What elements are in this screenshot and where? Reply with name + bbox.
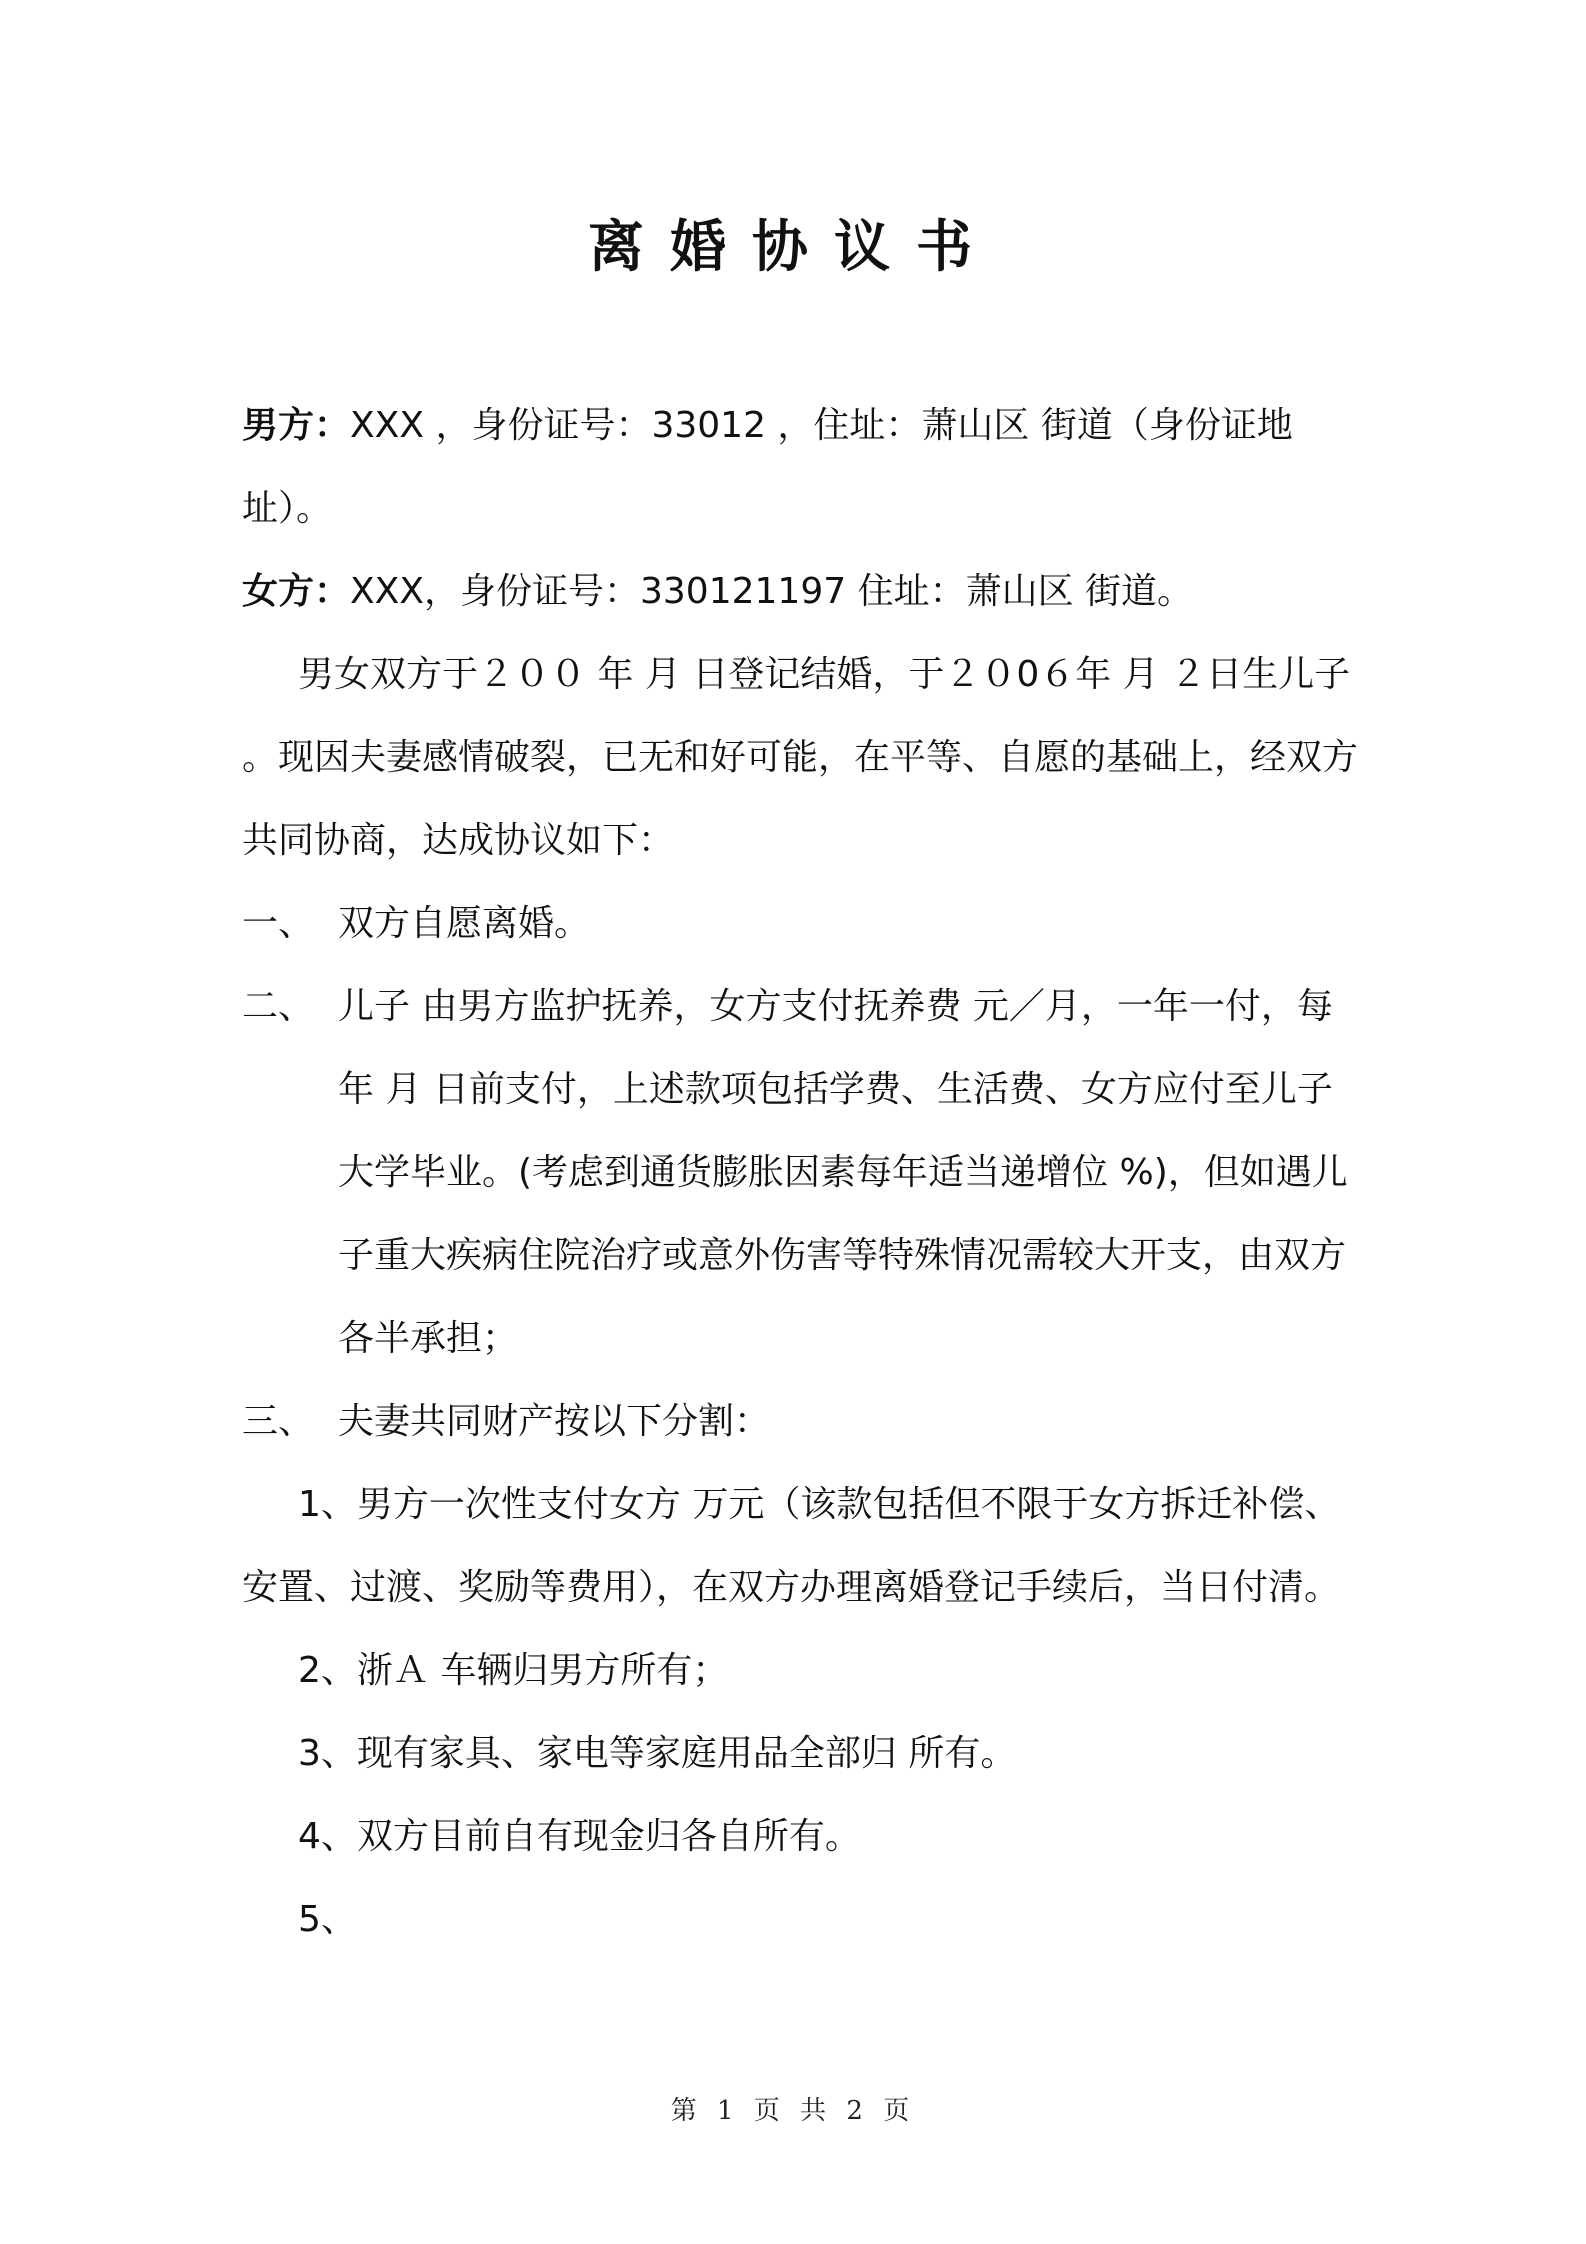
clause-text: 夫妻共同财产按以下分割： <box>338 1401 771 1442</box>
property-subitem-4: 4、双方目前自有现金归各自所有。 <box>298 1816 861 1857</box>
clause-number: 一、 <box>242 903 315 944</box>
man-text: XXX ，身份证号：33012 ，住址：萧山区 街道（身份证地址）。 <box>242 405 1293 529</box>
clause-number: 三、 <box>242 1401 315 1442</box>
clause-number: 二、 <box>242 986 315 1027</box>
property-subitem-3: 3、现有家具、家电等家庭用品全部归 所有。 <box>298 1733 1017 1774</box>
man-paragraph <box>242 384 1362 550</box>
clause-1 <box>242 882 1362 965</box>
document-title: 离婚协议书 <box>588 215 998 280</box>
woman-paragraph <box>242 550 1362 633</box>
document-body <box>242 384 1362 1961</box>
property-subitem-5: 5、 <box>298 1899 357 1940</box>
clause-text: 双方自愿离婚。 <box>338 903 591 944</box>
man-label: 男方： <box>242 405 351 446</box>
page-footer: 第 1 页 共 2 页 <box>670 2096 916 2126</box>
intro-paragraph: 男女双方于２００ 年 月 日登记结婚，于２０0６年 月 ２日生儿子 。现因夫妻感情破裂，已无和好可能，在平等、自愿的基础上，经双方共同协商，达成协议如下： <box>242 654 1359 861</box>
clause-2 <box>242 965 1362 1380</box>
woman-label: 女方： <box>242 571 351 612</box>
clause-text: 儿子 由男方监护抚养，女方支付抚养费 元／月，一年一付，每年 月 日前支付，上述款项包括学费、生活费、女方应付至儿子大学毕业。(考虑到通货膨胀因素每年适当递增位 %)，但如遇儿子重大疾病住院治疗或意外伤害等特殊情况需较大开支，由双方各半承担； <box>338 986 1348 1359</box>
property-subitem-1: 1、男方一次性支付女方 万元（该款包括但不限于女方拆迁补偿、安置、过渡、奖励等费用），在双方办理离婚登记手续后，当日付清。 <box>242 1484 1341 1608</box>
woman-text: XXX，身份证号：330121197 住址：萧山区 街道。 <box>350 571 1194 612</box>
property-subitem-2: 2、浙Ａ 车辆归男方所有； <box>298 1650 729 1691</box>
clause-3 <box>242 1380 1362 1463</box>
